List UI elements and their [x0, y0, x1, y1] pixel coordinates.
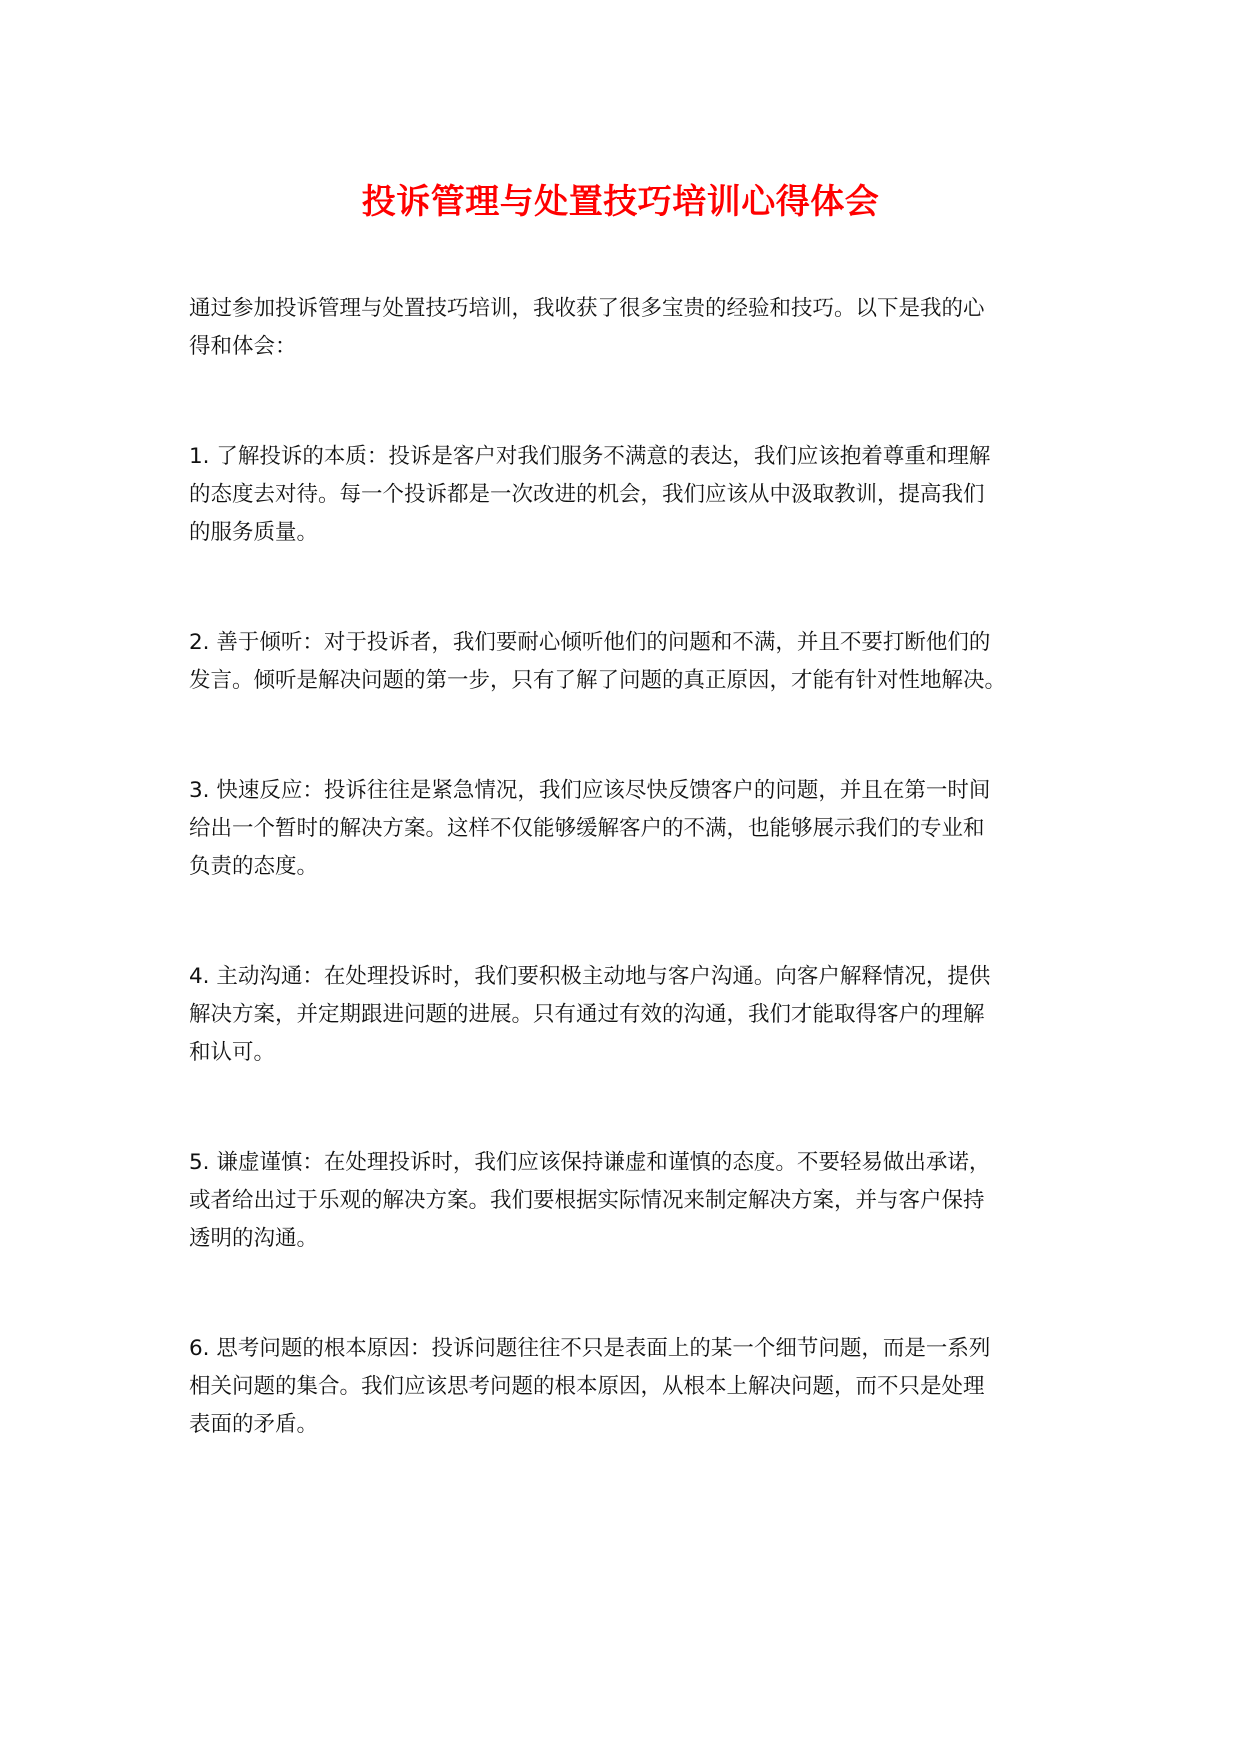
point-paragraph-5: 5. 谦虚谨慎：在处理投诉时，我们应该保持谦虚和谨慎的态度。不要轻易做出承诺， 或者给出过于乐观的解决方案。我们要根据实际情况来制定解决方案，并与客户保持 透明的沟通。 [189, 1150, 991, 1251]
point-paragraph-1: 1. 了解投诉的本质：投诉是客户对我们服务不满意的表达，我们应该抱着尊重和理解 的态度去对待。每一个投诉都是一次改进的机会，我们应该从中汲取教训，提高我们 的服务质量。 [189, 444, 991, 545]
document-title: 投诉管理与处置技巧培训心得体会 [361, 182, 880, 222]
point-paragraph-4: 4. 主动沟通：在处理投诉时，我们要积极主动地与客户沟通。向客户解释情况，提供 解决方案，并定期跟进问题的进展。只有通过有效的沟通，我们才能取得客户的理解 和认可。 [189, 964, 991, 1065]
point-paragraph-6: 6. 思考问题的根本原因：投诉问题往往不只是表面上的某一个细节问题，而是一系列 相关问题的集合。我们应该思考问题的根本原因，从根本上解决问题，而不只是处理 表面的矛盾。 [189, 1336, 991, 1437]
intro-paragraph: 通过参加投诉管理与处置技巧培训，我收获了很多宝贵的经验和技巧。以下是我的心 得和体会： [189, 296, 985, 359]
point-paragraph-3: 3. 快速反应：投诉往往是紧急情况，我们应该尽快反馈客户的问题，并且在第一时间 给出一个暂时的解决方案。这样不仅能够缓解客户的不满，也能够展示我们的专业和 负责的态度。 [189, 778, 991, 879]
point-paragraph-2: 2. 善于倾听：对于投诉者，我们要耐心倾听他们的问题和不满，并且不要打断他们的 发言。倾听是解决问题的第一步，只有了解了问题的真正原因，才能有针对性地解决。 [189, 630, 1007, 693]
